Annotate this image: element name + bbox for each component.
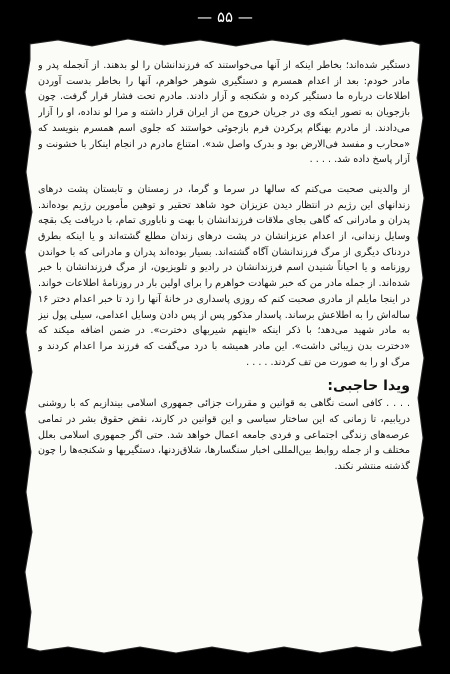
page-body xyxy=(38,58,410,638)
page-number: — ۵۵ — xyxy=(197,8,253,26)
paragraph-parents-waiting: از والدینی صحبت می‌کنم که سالها در سرما و گرما، در زمستان و تابستان پشت درهای زندانهای این رژیم در انتظار دیدن عزیزان خود شاهد تحقیر و توهین مأمورین رژیم بوده‌اند. پدران و مادرانی که گاهی بجای ملاقات فرزندانشان با بهت و ناباوری تمام، با دریافت یک بقچه وسایل زندانی، از اعدام عزیزانشان در پشت درهای زندان مطلع گشته‌اند و یا اینکه بطرق دردناک دیگری از مرگ فرزندانشان آگاه گشته‌اند. بسیار بوده‌اند پدران و مادرانی که با خواندن روزنامه و یا احیاناً شنیدن اسم فرزندانشان در رادیو و تلویزیون، از مرگ فرزندانشان با خبر شده‌اند. از جمله مادر من که خبر شهادت خواهرم را برای اولین بار در روزنامهٔ اطلاعات خواند. در اینجا مایلم از مادری صحبت کنم که روزی پاسداری در خانهٔ آنها را زد تا خبر اعدام دختر ۱۶ ساله‌اش را به اطلاعش برساند. پاسدار مذکور پس از پس دادن وسایل اعدامی، سیلی پول نیز به مادر شهید می‌دهد؛ با ذکر اینکه «اینهم شیربهای دخترت». در ضمن اضافه میکند که «دخترت بدن زیبائی داشت». این مادر همیشه با درد می‌گفت که فرزند مرا اعدام کردند و مرگ او را به صورت من تف کردند. . . . . xyxy=(38,183,410,368)
paragraph-islamic-laws: . . . . کافی است نگاهی به قوانین و مقررات جزائی جمهوری اسلامی بیندازیم که با روشنی دریابیم، تا زمانی که این ساختار سیاسی و این قوانین در کارند، نقض حقوق بشر در تمامی عرصه‌های زندگی اجتماعی و فردی جامعه اعمال خواهد شد. حتی اگر جمهوری اسلامی بعلل مختلف و از جمله روابط بین‌المللی اخبار سنگسارها، شلاق‌زدنها، دستگیریها و شکنجه‌ها را چون گذشته منتشر نکند. xyxy=(38,398,410,473)
section-heading-vida-hajebi: ویدا حاجبی: xyxy=(327,378,410,395)
paragraph-parents-arrest: دستگیر شده‌اند؛ بخاطر اینکه از آنها می‌خواستند که فرزندانشان را لو بدهند. از آنجمله پدر و مادر خودم: بعد از اعدام همسرم و دستگیری شوهر خواهرم، آنها را بخاطر بدست آوردن اطلاعات درباره ما دستگیر کرده و شکنجه و آزار دادند. مادرم تحت فشار قرار گرفت. چون بازجویان به تصور اینکه وی در جریان خروج من از ایران قرار داشته و مرا لو نداده، او را آزار می‌دادند. از مادرم بهنگام پرکردن فرم بازجوئی خواستند که جلوی اسم همسرم بنویسد که «محارب و مفسد فی‌الارض بود و بدرک واصل شد». امتناع مادرم در انجام اینکار با خشونت و آزار پاسخ داده شد. . . . . xyxy=(38,60,410,166)
